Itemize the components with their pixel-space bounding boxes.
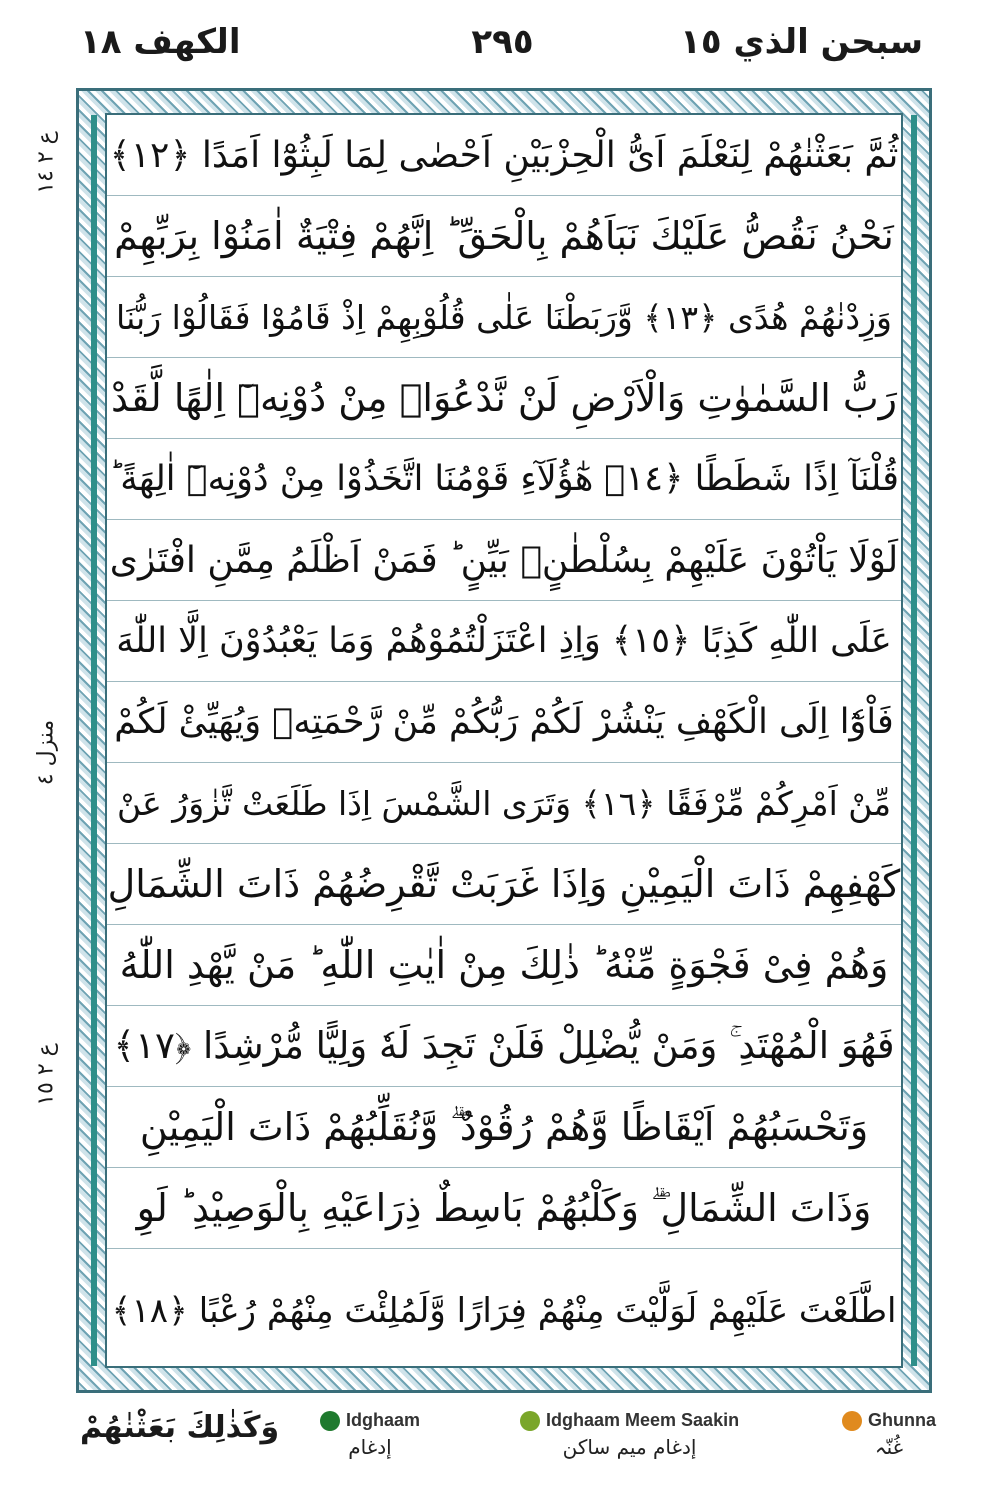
text-line-5: قُلْنَآ اِذًا شَطَطًا ﴿١٤﴾ هٰٓؤُلَآءِ قَوْمُنَا اتَّخَذُوْا مِنْ دُوْنِهٖٓ اٰلِهَةً ؕ <box>107 439 901 520</box>
catchword: وَكَذٰلِكَ بَعَثْنٰهُمْ <box>80 1410 280 1445</box>
page-frame <box>76 88 932 1393</box>
legend-ghunna <box>842 1410 936 1459</box>
text-line-8: فَاْوٗٓا اِلَی الْكَهْفِ یَنْشُرْ لَكُمْ رَبُّكُمْ مِّنْ رَّحْمَتِهٖ وَیُهَیِّئْ لَكُمْ <box>107 682 901 763</box>
legend-idghaam-row <box>320 1410 420 1431</box>
manzil-marker: منزل ٤ <box>33 719 59 786</box>
text-area <box>105 113 903 1368</box>
ruku-marker-bottom: ع ٢ ١٥ <box>33 1043 59 1106</box>
text-line-14: وَذَاتَ الشِّمَالِ ۖۗ وَكَلْبُهُمْ بَاسِطٌ ذِرَاعَیْهِ بِالْوَصِیْدِ ؕ لَوِ <box>107 1168 901 1249</box>
text-line-7: عَلَی اللّٰهِ كَذِبًا ﴿١٥﴾ وَاِذِ اعْتَزَلْتُمُوْهُمْ وَمَا یَعْبُدُوْنَ اِلَّا اللّٰهَ <box>107 601 901 682</box>
legend-idghaam-meem-dot <box>520 1411 540 1431</box>
text-line-3: وَزِدْنٰهُمْ هُدًی ﴿١٣﴾ وَّرَبَطْنَا عَلٰی قُلُوْبِهِمْ اِذْ قَامُوْا فَقَالُوْا رَبُّنَا <box>107 277 901 358</box>
ruku-marker-top: ع ٢ ١٤ <box>33 131 59 194</box>
legend-idghaam-meem-arabic: إدغام ميم ساكن <box>562 1435 697 1459</box>
legend-ghunna-dot <box>842 1411 862 1431</box>
legend-ghunna-arabic: غُنّہ <box>874 1435 904 1459</box>
juz-name: سبحن الذي ١٥ <box>680 22 923 62</box>
text-line-11: وَهُمْ فِیْ فَجْوَةٍ مِّنْهُ ؕ ذٰلِكَ مِنْ اٰیٰتِ اللّٰهِ ؕ مَنْ یَّهْدِ اللّٰهُ <box>107 925 901 1006</box>
legend-idghaam-meem-label: Idghaam Meem Saakin <box>546 1410 740 1430</box>
text-line-15: اطَّلَعْتَ عَلَیْهِمْ لَوَلَّیْتَ مِنْهُمْ فِرَارًا وَّلَمُلِئْتَ مِنْهُمْ رُعْبًا ﴿١٨﴾ <box>111 1291 897 1331</box>
surah-name: الكهف ١٨ <box>80 22 241 62</box>
page-footer <box>0 1400 1005 1487</box>
legend-idghaam-label: Idghaam <box>346 1410 421 1430</box>
frame-border-right <box>911 115 917 1366</box>
frame-border-left <box>91 115 97 1366</box>
legend-idghaam-arabic: إدغام <box>348 1435 392 1459</box>
text-line-6: لَوْلَا یَاْتُوْنَ عَلَیْهِمْ بِسُلْطٰنٍۭ بَیِّنٍ ؕ فَمَنْ اَظْلَمُ مِمَّنِ افْتَرٰی <box>107 520 901 601</box>
text-line-12: فَهُوَ الْمُهْتَدِ ۚ وَمَنْ یُّضْلِلْ فَلَنْ تَجِدَ لَهٗ وَلِیًّا مُّرْشِدًا ﴿١٧﴾ <box>107 1006 901 1087</box>
legend-ghunna-label: Ghunna <box>868 1410 936 1430</box>
text-line-10: كَهْفِهِمْ ذَاتَ الْیَمِیْنِ وَاِذَا غَرَبَتْ تَّقْرِضُهُمْ ذَاتَ الشِّمَالِ <box>107 844 901 925</box>
text-line-4: رَبُّ السَّمٰوٰتِ وَالْاَرْضِ لَنْ نَّدْعُوَاۡ مِنْ دُوْنِهٖٓ اِلٰهًا لَّقَدْ <box>107 358 901 439</box>
legend-idghaam <box>320 1410 420 1459</box>
text-line-1: ثُمَّ بَعَثْنٰهُمْ لِنَعْلَمَ اَیُّ الْحِزْبَیْنِ اَحْصٰی لِمَا لَبِثُوْٓا اَمَدًا ﴿١٢﴾ <box>107 115 901 196</box>
page-header <box>0 0 1005 88</box>
text-line-2: نَحْنُ نَقُصُّ عَلَیْكَ نَبَاَهُمْ بِالْحَقِّ ؕ اِنَّهُمْ فِتْیَةٌ اٰمَنُوْا بِرَبِّهِمْ <box>107 196 901 277</box>
page-number: ٢٩٥ <box>471 22 534 62</box>
legend-idghaam-meem-row <box>520 1410 739 1431</box>
text-line-9: مِّنْ اَمْرِكُمْ مِّرْفَقًا ﴿١٦﴾ وَتَرَی الشَّمْسَ اِذَا طَلَعَتْ تَّزٰوَرُ عَنْ <box>107 763 901 844</box>
text-line-13: وَتَحْسَبُهُمْ اَیْقَاظًا وَّهُمْ رُقُوْدٌ ۖۗ وَّنُقَلِّبُهُمْ ذَاتَ الْیَمِیْنِ <box>107 1087 901 1168</box>
legend-idghaam-dot <box>320 1411 340 1431</box>
legend-ghunna-row <box>842 1410 936 1431</box>
legend-idghaam-meem-saakin <box>520 1410 739 1459</box>
